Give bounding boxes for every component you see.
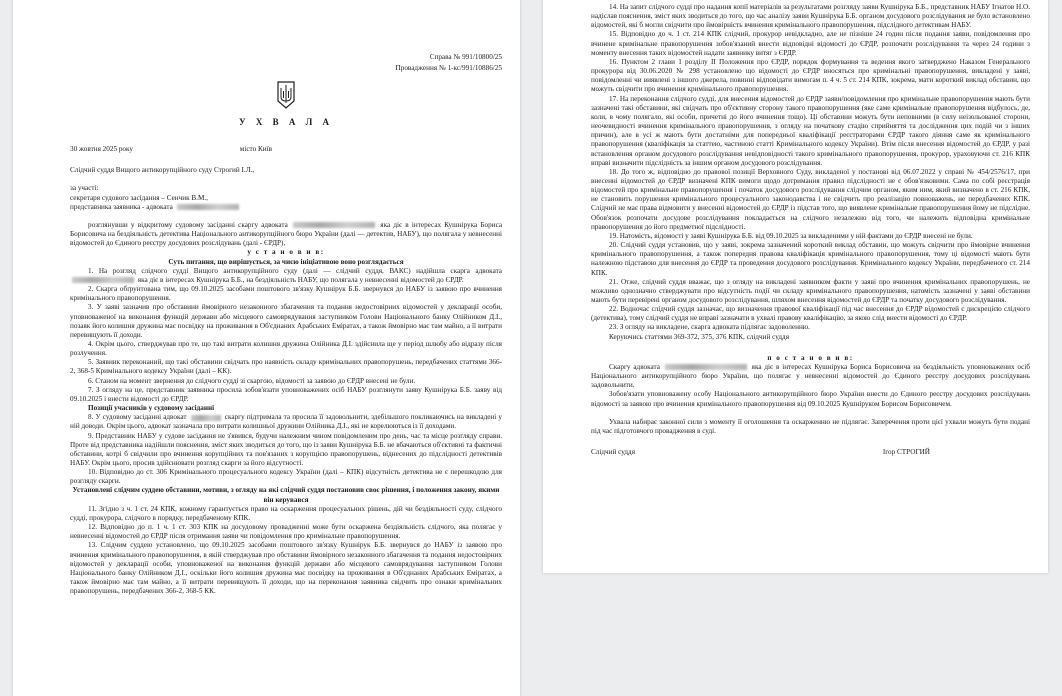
participants-label: за участі: [70, 184, 99, 193]
paragraph-24: Керуючись статтями 369-372, 375, 376 КПК, слідчий суддя [609, 332, 789, 341]
trident-emblem-icon [276, 80, 296, 110]
redacted-name [665, 364, 747, 370]
applicant-representative-line: представника заявника - адвоката [70, 203, 502, 212]
document-page-1 [13, 0, 520, 696]
redacted-name [72, 277, 134, 283]
judge-line: Слідчий суддя Вищого антикорупційного суду Строгий І.Л., [70, 166, 255, 175]
paragraph-11: 11. Згідно з ч. 1 ст. 24 КПК, кожному гарантується право на оскарження процесуальних рішень, дій чи бездіяльності суду, слідчого судді, прокурора, слідчого в порядку, передбаченому КПК. [70, 504, 502, 522]
paragraph-17: 17. На переконання слідчого судді, для внесення відомостей до ЄРДР заяви/повідомлення про кримінальне правопорушення мають бути зазначені такі обставини, які свідчать про об'єктивну сторону такого правопорушення (яке саме кримінальне правопорушення відбулось, де, коли, в чому полягало, які особи, причетні до його вчинення тощо). Ці обставини можуть бути неповними (в силу неізольованої сторони, неочевидності вчинення кримінального правопорушення, з огляду на початкову стадію сприйняття та дослідження цих подій чи з інших причин), але в усі ж мають бути достатніми для попередньої кваліфікації реєстраторами ЄРДР такого діяння саме як кримінального правопорушення (кваліфікація за статтею, частиною статті Кримінального кодексу України). Втім після внесення відомостей до ЄРДР, у разі встановлення органом досудового розслідування невідповідності такого кримінального правопорушення, прокурор, ураховуючи ст. 216 КПК вправі визначити підслідність за іншим органом досудового розслідування. [591, 94, 1030, 167]
paragraph-13: 13. Слідчим суддею установлено, що 09.10.2025 засобами поштового зв'язку Кушнірук Б.Б. звернувся до НАБУ із заявою про вчинення кримінального правопорушення, в якій стверджував про обставини ймовірного незаконного збагачення та подання недостовірних відомостей у декларації особи, уповноваженої на виконання функцій держави або місцевого самоврядування заступником Голови Національного банку Олійником Д.І., оскільки його колишня дружина має посвідку на проживання в Об'єднаних Арабських Еміратах, а також ймовірно має там майно, а її витрати перевищують її доходи, що на переконання заявника свідчить про ознаки кримінальних правопорушень, передбачених 366-2, 368-5 КК. [70, 541, 502, 596]
paragraph-2: 2. Скарга обґрунтована тим, що 09.10.2025 засобами поштового зв'язку Кушнірук Б.Б. звернувся до НАБУ із заявою про вчинення кримінального правопорушення. [70, 285, 502, 303]
paragraph-15: 15. Відповідно до ч. 1 ст. 214 КПК слідчий, прокурор невідкладно, але не пізніше 24 годин після подання заяви, повідомлення про вчинене кримінальне правопорушення зобов'язаний внести відповідні відомості до ЄРДР, розпочати розслідування та через 24 години з моменту внесення таких відомостей надати заявнику витяг з ЄРДР. [591, 30, 1030, 57]
paragraph-1: 1. На розгляд слідчого судді Вищого антикорупційного суду (далі — слідчий суддя, ВАКС) надійшла скарга адвоката яка діє в інтересах Кушнірука Б.Б., на бездіяльність НАБУ, що полягала у невнесенні відомостей до ЄРДР. [70, 267, 502, 285]
page-2-content [591, 3, 1030, 457]
paragraph-19: 19. Натомість, відомості у заяві Кушнірука Б.Б. від 09.10.2025 за викладеними у ній фактами до ЄРДР внесені не були. [609, 231, 973, 240]
resolution-1: Скаргу адвоката яка діє в інтересах Кушнірука Бориса Борисовича на бездіяльність уповноважених осіб Національного антикорупційного бюро України, що полягає у невнесенні відомостей до Єдиного реєстру досудових розслідувань задовольнити. [591, 362, 1031, 390]
document-title: У Х В А Л А [238, 117, 334, 127]
redacted-name [293, 222, 375, 228]
established-heading: у с т а н о в и в: [247, 248, 325, 257]
decision-date: 30 жовтня 2025 року [70, 145, 134, 154]
case-number: Справа № 991/10800/25 [429, 53, 502, 61]
paragraph-6: 6. Станом на момент звернення до слідчого судді зі скаргою, відомості за заявою до ЄРДР внесені не були. [88, 376, 416, 385]
resolution-3: Ухвала набирає законної сили з моменту її оголошення та оскарженню не підлягає. Заперечення проти цієї ухвали можуть бути подані під час підготовчого провадження в суді. [591, 417, 1030, 435]
paragraph-9: 9. Представник НАБУ у судове засідання не з'явився, будучи належним чином повідомленим про день, час та місце розгляду справи. Проте від представника надійшли пояснення, зміст яких зводиться до того, що із заяви Кушнірука Б.Б. не вбачаються об'єктивні та фактичні обставини, котрі б свідчили про вчинення корупційних та пов'язаних з корупцією правопорушень, віднесених до підслідності детективів НАБУ. Окрім цього, просив здійснювати розгляд скарги за його відсутності. [70, 431, 502, 467]
paragraph-3: 3. У заяві зазначив про обставини ймовірного незаконного збагачення та подання недостовірних відомостей у декларації особи, уповноваженої на виконання функцій держави або місцевого самоврядування заступником Голови Національного банку Олійником Д.І., позаяк його колишня дружина має посвідку на проживання в Об'єднаних Арабських Еміратах, а також ймовірно має там майно, а її витрати перевищують її доходи. [70, 303, 502, 339]
heading-essence: Суть питання, що вирішується, за чиєю ініціативою воно розглядається [168, 257, 404, 266]
heading-positions: Позиції учасників у судовому засіданні [88, 404, 215, 413]
signature-name: Ігор СТРОГИЙ [882, 448, 930, 457]
paragraph-5: 5. Заявник переконаний, що такі обставини свідчать про наявність складу кримінальних правопорушень, передбачених статтями 366-2, 368-5 Кримінального кодексу України (далі – КК). [70, 358, 502, 376]
paragraph-7: 7. З огляду на це, представник заявника просила зобов'язати уповноважених осіб НАБУ розглянути заяву Кушнірука Б.Б. заяву від 09.10.2025 і внести відомості до ЄРДР. [70, 385, 502, 403]
heading-facts: Установлені слідчим суддею обставини, мотиви, з огляду на які слідчий суддя постановив своє рішення, і положення закону, якими він керувався [72, 486, 500, 504]
paragraph-22: 22. Водночас слідчий суддя зазначає, що визначення правової кваліфікації під час внесення до ЄРДР відомостей є дискрецією слідчого (детектива), тому слідчий суддя не вправі зазначати в ухвалі правову кваліфікацію, за якою слід внести відомості до ЄРДР. [591, 305, 1030, 323]
redacted-name [191, 415, 221, 421]
paragraph-4: 4. Окрім цього, стверджував про те, що такі витрати колишня дружина Олійника Д.І. здійснила ще у період шлюбу або відразу після розлучення. [70, 339, 502, 358]
decision-place: місто Київ [239, 145, 272, 154]
paragraph-18: 18. До того ж, відповідно до правової позиції Верховного Суду, викладеної у постанові від 06.07.2022 у справі № 454/2576/17, при внесенні відомостей до ЄРДР визначені КПК вимоги щодо дотримання правил підслідності не є обов'язковими. Сама по собі реєстрація відомостей про кримінальне правопорушення і початок досудового розслідування слідчим органом, яким ним, який визначено в ст. 216 КПК, не становить порушення кримінального процесуального законодавства і не свідчить про реалізацію повноважень, не передбачених КПК. Слідчий не має права відмовити у внесенні відомостей до ЄРДР із підстав того, що виявлене кримінальне правопорушення йому не підслідне. Обов'язок розпочати досудове розслідування покладається на слідчого незалежно від того, чи належить відповідна кримінальне правопорушення до його предметної підслідності. [591, 167, 1030, 231]
intro-paragraph: розглянувши у відкритому судовому засіданні скаргу адвоката яка діє в інтересах Кушнірука Бориса Борисовича на бездіяльність детектива Національного антикорупційного бюро України (далі — детектив, НАБУ), що полягала у невнесенні відомостей до Єдиного реєстру досудових розслідувань (далі - ЄРДР), [70, 220, 503, 248]
paragraph-16: 16. Пунктом 2 глави 1 розділу II Положення про ЄРДР, порядок формування та ведення якого затверджено Наказом Генерального прокурора від 30.06.2020 № 298 установлено що відомості до ЄРДР вносяться про кримінальні правопорушення, викладені у заяві, повідомленні чи виявлені з іншого джерела, повинні відповідати вимогам п. 4 ч. 5 ст. 214 КПК, зокрема, мати короткий виклад обставин, що можуть свідчити про вчинення кримінального правопорушення. [591, 57, 1030, 94]
case-numbers [70, 52, 502, 74]
resolved-heading: п о с т а н о в и в: [767, 353, 854, 362]
paragraph-20: 20. Слідчий суддя установив, що у заяві, зокрема зазначений короткий виклад обставин, що можуть свідчити про ймовірне вчинення кримінального правопорушення, а також попередня правова кваліфікація кримінального правопорушення, тому ці відомості мають бути належною підставою для внесення до ЄРДР та проведення досудового розслідування. Кримінального кодексу України, передбаченого ст. 214 КПК. [591, 241, 1030, 277]
paragraph-8: 8. У судовому засіданні адвокат скаргу підтримала та просила її задовольнити, здебільшого покликаючись на викладені у ній доводи. Окрім цього, адвокат зазначала про витрати колишньої дружини Олійника Д.І., які не корелюються із її доходами. [70, 413, 502, 431]
proceeding-number: Провадження № 1-кс/991/10886/25 [395, 64, 502, 72]
signature-row [591, 448, 1030, 457]
signature-label: Слідчий суддя [591, 448, 635, 457]
date-place-row [70, 145, 502, 154]
paragraph-23: 23. З огляду на викладене, скарга адвоката підлягає задоволенню. [609, 323, 810, 332]
paragraph-21: 21. Отже, слідчий суддя вважає, що з огляду на викладені заявником факти у заяві про вчинення кримінальних правопорушень, не можливо однозначно стверджувати про відсутність події чи складу кримінального правопорушення, натомість зазначені у заяві обставини мають бути перевірені органом досудового розслідування, шляхом внесення відомостей до ЄРДР та початку досудового розслідування. [591, 277, 1030, 304]
paragraph-12: 12. Відповідно до п. 1 ч. 1 ст. 303 КПК на досудовому провадженні може бути оскаржена бездіяльність слідчого, яка полягає у невнесенні відомостей до ЄРДР після отримання заяви чи повідомлення про кримінальне правопорушення. [70, 523, 502, 541]
redacted-name [177, 204, 239, 210]
resolution-2: Зобов'язати уповноважену особу Національного антикорупційного бюро України внести до Єдиного реєстру досудових розслідувань відомості за заявою про вчинення кримінального правопорушення від 09.10.2025 Кушніруком Борисом Борисовичем. [591, 390, 1030, 408]
secretary-line: секретаря судового засідання – Сенчик В.М., [70, 193, 208, 202]
document-page-2 [543, 0, 1048, 573]
paragraph-10: 10. Відповідно до ст. 306 Кримінального процесуального кодексу України (далі – КПК) відсутність детектива не є перешкодою для розгляду скарги. [70, 468, 502, 486]
page-1-content [70, 52, 502, 596]
paragraph-14: 14. На запит слідчого судді про надання копії матеріалів за результатами розгляду заяви Кушнірука Б.Б., представник НАБУ Ігнатов Н.О. надіслав пояснення, зміст яких зводиться до того, що час аналізу заяви Кушнірука Б.Б. органом досудового розслідування не було встановлено відомостей, які б могли свідчити про ймовірність вчинення кримінального правопорушення, підслідного детективам НАБУ. [591, 3, 1030, 30]
